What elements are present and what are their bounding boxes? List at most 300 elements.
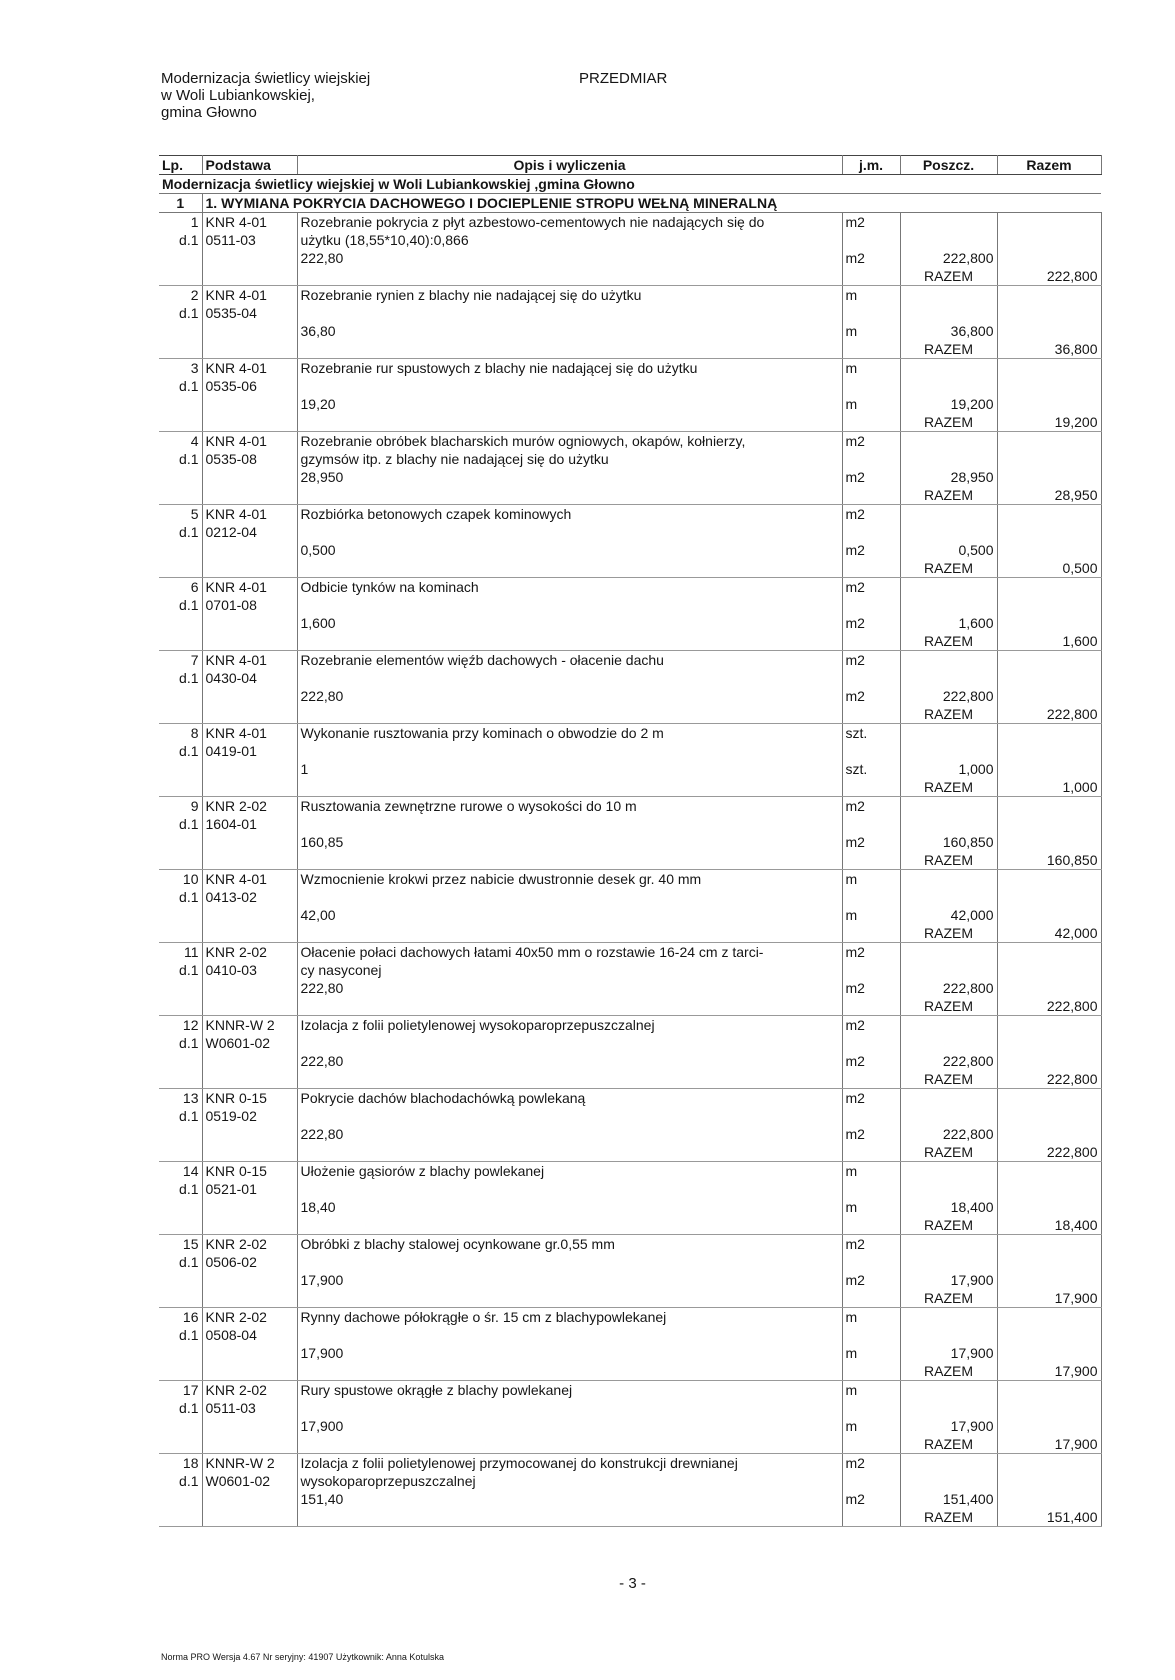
unit-cell: m2 <box>842 1052 900 1070</box>
table-row <box>159 1308 1101 1327</box>
total-cell <box>997 797 1101 816</box>
podstawa-cell: 0506-02 <box>202 1253 297 1271</box>
unit-cell: m2 <box>842 505 900 524</box>
table-row <box>159 1508 1101 1527</box>
podstawa-cell: 0701-08 <box>202 596 297 614</box>
lp-cell <box>159 1417 202 1435</box>
lp-cell: d.1 <box>159 1399 202 1417</box>
description-cell <box>297 1070 842 1089</box>
total-cell <box>997 213 1101 232</box>
table-row <box>159 1034 1101 1052</box>
podstawa-cell <box>202 1508 297 1527</box>
unit-cell <box>842 669 900 687</box>
unit-cell <box>842 450 900 468</box>
unit-cell <box>842 377 900 395</box>
unit-cell: m2 <box>842 213 900 232</box>
table-row <box>159 1162 1101 1181</box>
table-row <box>159 651 1101 670</box>
unit-cell: m2 <box>842 1089 900 1108</box>
quantity-cell <box>900 1381 997 1400</box>
lp-cell: 17 <box>159 1381 202 1400</box>
podstawa-cell <box>202 687 297 705</box>
description-cell: użytku (18,55*10,40):0,866 <box>297 231 842 249</box>
total-cell: 222,800 <box>997 705 1101 724</box>
description-cell <box>297 304 842 322</box>
unit-cell <box>842 559 900 578</box>
quantity-cell: 222,800 <box>900 1052 997 1070</box>
podstawa-cell: KNR 4-01 <box>202 724 297 743</box>
quantity-cell <box>900 1399 997 1417</box>
description-cell: wysokoparoprzepuszczalnej <box>297 1472 842 1490</box>
description-cell: Rusztowania zewnętrzne rurowe o wysokości do 10 m <box>297 797 842 816</box>
podstawa-cell: KNR 0-15 <box>202 1162 297 1181</box>
quantity-cell: 17,900 <box>900 1271 997 1289</box>
podstawa-cell: 0521-01 <box>202 1180 297 1198</box>
total-cell <box>997 1472 1101 1490</box>
description-cell: 0,500 <box>297 541 842 559</box>
project-title: Modernizacja świetlicy wiejskiej w Woli Lubiankowskiej ,gmina Głowno <box>159 175 1101 194</box>
lp-cell: 1 <box>159 213 202 232</box>
razem-label: RAZEM <box>900 486 997 505</box>
table-row <box>159 377 1101 395</box>
podstawa-cell: KNNR-W 2 <box>202 1016 297 1035</box>
table-row <box>159 997 1101 1016</box>
quantity-cell: 42,000 <box>900 906 997 924</box>
table-row <box>159 687 1101 705</box>
quantity-cell: 18,400 <box>900 1198 997 1216</box>
quantity-cell <box>900 432 997 451</box>
table-row <box>159 1381 1101 1400</box>
table-row <box>159 559 1101 578</box>
lp-cell: d.1 <box>159 450 202 468</box>
description-cell <box>297 1362 842 1381</box>
total-cell <box>997 1180 1101 1198</box>
table-row <box>159 231 1101 249</box>
podstawa-cell: 1604-01 <box>202 815 297 833</box>
table-row <box>159 614 1101 632</box>
description-cell: Rynny dachowe półokrągłe o śr. 15 cm z blachypowlekanej <box>297 1308 842 1327</box>
quantity-cell <box>900 1034 997 1052</box>
total-cell <box>997 596 1101 614</box>
description-cell: 151,40 <box>297 1490 842 1508</box>
lp-cell: d.1 <box>159 1034 202 1052</box>
description-cell <box>297 486 842 505</box>
unit-cell <box>842 888 900 906</box>
table-row <box>159 906 1101 924</box>
total-cell: 151,400 <box>997 1508 1101 1527</box>
unit-cell: m2 <box>842 979 900 997</box>
total-cell: 222,800 <box>997 267 1101 286</box>
lp-cell <box>159 395 202 413</box>
lp-cell <box>159 322 202 340</box>
description-cell: 222,80 <box>297 687 842 705</box>
unit-cell: m2 <box>842 432 900 451</box>
razem-label: RAZEM <box>900 1435 997 1454</box>
table-row <box>159 340 1101 359</box>
lp-cell: d.1 <box>159 1180 202 1198</box>
lp-cell: 6 <box>159 578 202 597</box>
unit-cell <box>842 1107 900 1125</box>
total-cell <box>997 1308 1101 1327</box>
total-cell <box>997 1125 1101 1143</box>
lp-cell <box>159 486 202 505</box>
lp-cell <box>159 687 202 705</box>
lp-cell: 13 <box>159 1089 202 1108</box>
lp-cell <box>159 1362 202 1381</box>
lp-cell: 9 <box>159 797 202 816</box>
description-cell <box>297 1399 842 1417</box>
description-cell <box>297 596 842 614</box>
total-cell <box>997 1162 1101 1181</box>
description-cell: 19,20 <box>297 395 842 413</box>
description-cell <box>297 1326 842 1344</box>
header-opis: Opis i wyliczenia <box>297 156 842 175</box>
description-cell <box>297 1435 842 1454</box>
description-cell: Ułożenie gąsiorów z blachy powlekanej <box>297 1162 842 1181</box>
quantity-cell <box>900 523 997 541</box>
total-cell: 222,800 <box>997 997 1101 1016</box>
description-cell: 17,900 <box>297 1344 842 1362</box>
total-cell <box>997 906 1101 924</box>
unit-cell: m <box>842 906 900 924</box>
total-cell <box>997 1271 1101 1289</box>
unit-cell: m2 <box>842 541 900 559</box>
table-row <box>159 851 1101 870</box>
description-cell <box>297 523 842 541</box>
lp-cell <box>159 705 202 724</box>
podstawa-cell: 0419-01 <box>202 742 297 760</box>
table-row <box>159 815 1101 833</box>
podstawa-cell <box>202 1417 297 1435</box>
total-cell <box>997 1399 1101 1417</box>
razem-label: RAZEM <box>900 924 997 943</box>
quantity-cell <box>900 1089 997 1108</box>
quantity-cell <box>900 742 997 760</box>
total-cell <box>997 468 1101 486</box>
unit-cell: m2 <box>842 249 900 267</box>
lp-cell: d.1 <box>159 1472 202 1490</box>
description-cell: Rozebranie obróbek blacharskich murów ogniowych, okapów, kołnierzy, <box>297 432 842 451</box>
lp-cell: 2 <box>159 286 202 305</box>
lp-cell: 5 <box>159 505 202 524</box>
description-cell: 160,85 <box>297 833 842 851</box>
description-cell: 1 <box>297 760 842 778</box>
software-footer: Norma PRO Wersja 4.67 Nr seryjny: 41907 Użytkownik: Anna Kotulska <box>161 1652 444 1662</box>
razem-label: RAZEM <box>900 632 997 651</box>
description-cell: Wzmocnienie krokwi przez nabicie dwustronnie desek gr. 40 mm <box>297 870 842 889</box>
description-cell: Rozebranie pokrycia z płyt azbestowo-cementowych nie nadających się do <box>297 213 842 232</box>
podstawa-cell: 0430-04 <box>202 669 297 687</box>
table-row <box>159 724 1101 743</box>
table-row <box>159 924 1101 943</box>
razem-label: RAZEM <box>900 1362 997 1381</box>
table-row <box>159 578 1101 597</box>
table-row <box>159 413 1101 432</box>
unit-cell <box>842 1435 900 1454</box>
podstawa-cell <box>202 997 297 1016</box>
total-cell <box>997 1235 1101 1254</box>
description-cell: Rury spustowe okrągłe z blachy powlekanej <box>297 1381 842 1400</box>
quantity-cell <box>900 596 997 614</box>
unit-cell <box>842 596 900 614</box>
lp-cell <box>159 559 202 578</box>
total-cell: 1,600 <box>997 632 1101 651</box>
description-cell: Obróbki z blachy stalowej ocynkowane gr.0,55 mm <box>297 1235 842 1254</box>
quantity-cell <box>900 1016 997 1035</box>
unit-cell: m <box>842 395 900 413</box>
quantity-cell: 17,900 <box>900 1344 997 1362</box>
unit-cell: m2 <box>842 614 900 632</box>
description-cell <box>297 632 842 651</box>
unit-cell <box>842 523 900 541</box>
podstawa-cell <box>202 1271 297 1289</box>
table-row <box>159 888 1101 906</box>
unit-cell <box>842 1289 900 1308</box>
table-row <box>159 760 1101 778</box>
table-row <box>159 322 1101 340</box>
total-cell <box>997 505 1101 524</box>
header-lp: Lp. <box>159 156 202 175</box>
lp-cell: 8 <box>159 724 202 743</box>
document-title: PRZEDMIAR <box>579 70 668 87</box>
podstawa-cell: KNR 2-02 <box>202 797 297 816</box>
podstawa-cell <box>202 1125 297 1143</box>
quantity-cell <box>900 1454 997 1473</box>
table-row <box>159 833 1101 851</box>
lp-cell <box>159 1508 202 1527</box>
unit-cell <box>842 486 900 505</box>
description-cell: 17,900 <box>297 1271 842 1289</box>
unit-cell <box>842 1143 900 1162</box>
podstawa-cell: KNR 2-02 <box>202 1381 297 1400</box>
lp-cell <box>159 1289 202 1308</box>
unit-cell: m <box>842 1381 900 1400</box>
quantity-cell: 19,200 <box>900 395 997 413</box>
description-cell <box>297 559 842 578</box>
quantity-cell <box>900 1180 997 1198</box>
table-row <box>159 267 1101 286</box>
podstawa-cell <box>202 541 297 559</box>
unit-cell: m2 <box>842 833 900 851</box>
lp-cell: 3 <box>159 359 202 378</box>
podstawa-cell <box>202 979 297 997</box>
description-cell: Wykonanie rusztowania przy kominach o obwodzie do 2 m <box>297 724 842 743</box>
unit-cell <box>842 1216 900 1235</box>
lp-cell <box>159 1052 202 1070</box>
lp-cell <box>159 1070 202 1089</box>
description-cell: Izolacja z folii polietylenowej przymocowanej do konstrukcji drewnianej <box>297 1454 842 1473</box>
lp-cell: 16 <box>159 1308 202 1327</box>
unit-cell <box>842 705 900 724</box>
total-cell: 222,800 <box>997 1143 1101 1162</box>
quantity-cell: 222,800 <box>900 687 997 705</box>
table-row <box>159 1490 1101 1508</box>
podstawa-cell: 0410-03 <box>202 961 297 979</box>
unit-cell <box>842 924 900 943</box>
table-row <box>159 705 1101 724</box>
unit-cell: m2 <box>842 1271 900 1289</box>
total-cell <box>997 943 1101 962</box>
lp-cell: d.1 <box>159 961 202 979</box>
podstawa-cell: 0508-04 <box>202 1326 297 1344</box>
total-cell <box>997 523 1101 541</box>
lp-cell: 12 <box>159 1016 202 1035</box>
table-row <box>159 249 1101 267</box>
lp-cell <box>159 906 202 924</box>
description-cell <box>297 1180 842 1198</box>
description-cell <box>297 997 842 1016</box>
description-cell: 36,80 <box>297 322 842 340</box>
total-cell <box>997 1034 1101 1052</box>
table-row <box>159 742 1101 760</box>
description-cell <box>297 1216 842 1235</box>
table-row <box>159 1107 1101 1125</box>
quantity-cell <box>900 1235 997 1254</box>
quantity-cell <box>900 669 997 687</box>
table-row <box>159 1216 1101 1235</box>
podstawa-cell: KNR 4-01 <box>202 578 297 597</box>
header-jm: j.m. <box>842 156 900 175</box>
lp-cell <box>159 760 202 778</box>
table-row <box>159 1454 1101 1473</box>
unit-cell: m2 <box>842 651 900 670</box>
lp-cell: d.1 <box>159 888 202 906</box>
total-cell <box>997 1107 1101 1125</box>
quantity-cell <box>900 1162 997 1181</box>
total-cell <box>997 1490 1101 1508</box>
quantity-cell: 1,000 <box>900 760 997 778</box>
unit-cell <box>842 1399 900 1417</box>
table-row <box>159 1435 1101 1454</box>
unit-cell: m <box>842 1344 900 1362</box>
podstawa-cell <box>202 249 297 267</box>
total-cell <box>997 614 1101 632</box>
podstawa-cell <box>202 559 297 578</box>
podstawa-cell <box>202 267 297 286</box>
table-row <box>159 961 1101 979</box>
podstawa-cell: KNR 0-15 <box>202 1089 297 1108</box>
podstawa-cell <box>202 614 297 632</box>
lp-cell: d.1 <box>159 596 202 614</box>
podstawa-cell <box>202 486 297 505</box>
total-cell <box>997 249 1101 267</box>
quantity-cell <box>900 231 997 249</box>
lp-cell <box>159 1490 202 1508</box>
unit-cell <box>842 231 900 249</box>
project-line: Modernizacja świetlicy wiejskiej <box>161 70 371 87</box>
description-cell <box>297 1034 842 1052</box>
table-row <box>159 1271 1101 1289</box>
unit-cell: m <box>842 286 900 305</box>
total-cell: 222,800 <box>997 1070 1101 1089</box>
total-cell <box>997 286 1101 305</box>
quantity-cell: 1,600 <box>900 614 997 632</box>
lp-cell <box>159 541 202 559</box>
total-cell: 19,200 <box>997 413 1101 432</box>
unit-cell: m2 <box>842 943 900 962</box>
lp-cell: d.1 <box>159 304 202 322</box>
unit-cell <box>842 1070 900 1089</box>
description-cell <box>297 1508 842 1527</box>
quantity-cell: 28,950 <box>900 468 997 486</box>
unit-cell <box>842 413 900 432</box>
podstawa-cell <box>202 1344 297 1362</box>
table-row <box>159 596 1101 614</box>
unit-cell <box>842 1253 900 1271</box>
total-cell <box>997 669 1101 687</box>
quantity-cell: 36,800 <box>900 322 997 340</box>
table-row <box>159 432 1101 451</box>
quantity-cell: 17,900 <box>900 1417 997 1435</box>
description-cell: Odbicie tynków na kominach <box>297 578 842 597</box>
unit-cell: m <box>842 1308 900 1327</box>
podstawa-cell: 0511-03 <box>202 231 297 249</box>
lp-cell <box>159 778 202 797</box>
total-cell: 17,900 <box>997 1362 1101 1381</box>
total-cell <box>997 651 1101 670</box>
description-cell: 18,40 <box>297 1198 842 1216</box>
quantity-cell <box>900 578 997 597</box>
podstawa-cell <box>202 1490 297 1508</box>
lp-cell: 10 <box>159 870 202 889</box>
table-row <box>159 778 1101 797</box>
unit-cell: szt. <box>842 724 900 743</box>
podstawa-cell <box>202 705 297 724</box>
page-number: - 3 - <box>619 1575 646 1592</box>
description-cell <box>297 1289 842 1308</box>
podstawa-cell: 0413-02 <box>202 888 297 906</box>
podstawa-cell <box>202 906 297 924</box>
description-cell: 222,80 <box>297 1052 842 1070</box>
unit-cell: m <box>842 870 900 889</box>
quantity-cell: 151,400 <box>900 1490 997 1508</box>
table-row <box>159 1125 1101 1143</box>
header-poszcz: Poszcz. <box>900 156 997 175</box>
podstawa-cell: KNNR-W 2 <box>202 1454 297 1473</box>
total-cell <box>997 541 1101 559</box>
podstawa-cell: W0601-02 <box>202 1472 297 1490</box>
lp-cell <box>159 340 202 359</box>
header-podstawa: Podstawa <box>202 156 297 175</box>
table-row <box>159 1417 1101 1435</box>
total-cell <box>997 815 1101 833</box>
lp-cell: d.1 <box>159 815 202 833</box>
table-row <box>159 304 1101 322</box>
podstawa-cell <box>202 924 297 943</box>
podstawa-cell: KNR 4-01 <box>202 870 297 889</box>
quantity-cell: 0,500 <box>900 541 997 559</box>
podstawa-cell <box>202 778 297 797</box>
razem-label: RAZEM <box>900 705 997 724</box>
lp-cell <box>159 1198 202 1216</box>
table-row <box>159 395 1101 413</box>
quantity-cell: 222,800 <box>900 1125 997 1143</box>
unit-cell <box>842 304 900 322</box>
podstawa-cell <box>202 395 297 413</box>
total-cell <box>997 1052 1101 1070</box>
quantity-cell <box>900 1472 997 1490</box>
unit-cell: szt. <box>842 760 900 778</box>
podstawa-cell <box>202 1362 297 1381</box>
table-row <box>159 1016 1101 1035</box>
table-row <box>159 669 1101 687</box>
lp-cell <box>159 833 202 851</box>
total-cell <box>997 1198 1101 1216</box>
unit-cell: m2 <box>842 1454 900 1473</box>
podstawa-cell <box>202 1070 297 1089</box>
quantity-cell <box>900 815 997 833</box>
razem-label: RAZEM <box>900 1143 997 1162</box>
